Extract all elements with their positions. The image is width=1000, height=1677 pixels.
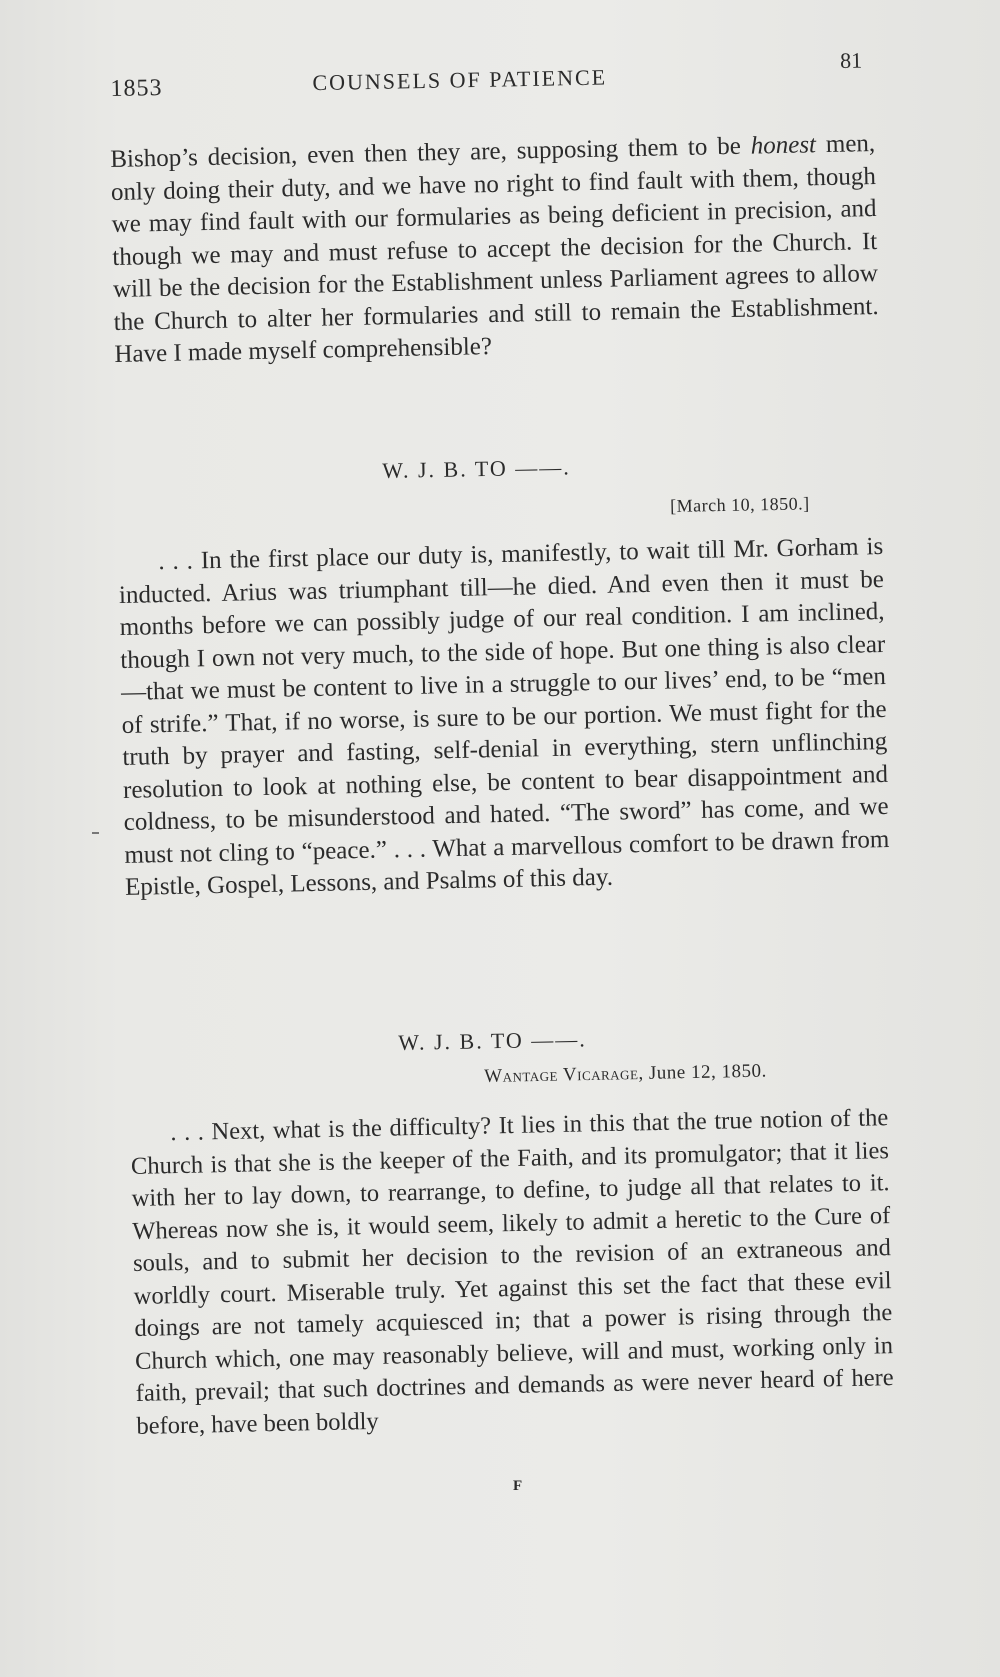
letter-heading-2: W. J. B. TO ——. xyxy=(398,1026,587,1055)
letter-body-1-text: . . . In the first place our duty is, manifestly, to wait till Mr. Gorham is inducted. Arius was triumphant till—he died. And even then it must be months before we can possibly judge of our real condition. I am inclined, though I own not very much, to the side of hope. But one thing is also clear—that we must be content to live in a struggle to our lives’ end, to be “men of strife.” That, if no worse, is sure to be our portion. We must fight for the truth by prayer and fasting, self-denial in everything, stern unflinching resolution to look at nothing else, be content to bear disappointment and coldness, to be misunderstood and hated. “The sword” has come, and we must not cling to “peace.” . . . What a marvellous comfort to be drawn from Epistle, Gospel, Lessons, and Psalms of this day. xyxy=(118,532,890,901)
letter-heading-1: W. J. B. TO ——. xyxy=(382,454,571,483)
signature-mark: F xyxy=(513,1478,523,1494)
running-head-year: 1853 xyxy=(110,74,163,102)
letter-body-1 xyxy=(118,531,890,904)
letter-place-2: Wantage Vicarage, xyxy=(484,1062,644,1087)
letter-date-1: [March 10, 1850.] xyxy=(670,493,810,516)
letter-body-2 xyxy=(130,1102,895,1443)
italic-word: honest xyxy=(750,131,817,160)
running-head-title: COUNSELS OF PATIENCE xyxy=(312,64,608,96)
margin-mark xyxy=(92,832,99,834)
continued-paragraph xyxy=(110,128,880,371)
letter-dateline-2 xyxy=(484,1061,767,1088)
letter-date-2: June 12, 1850. xyxy=(648,1060,767,1084)
paragraph-text-before: Bishop’s decision, even then they are, supposing them to be xyxy=(110,132,751,173)
page-number: 81 xyxy=(839,47,863,73)
running-head xyxy=(110,47,881,112)
letter-body-2-text: . . . Next, what is the difficulty? It lies in this that the true notion of the Church is that she is the keeper of the Faith, and its promulgator; that it lies with her to lay down, to rearrange, to define, to judge all that relates to it. Whereas now she is, it would seem, likely to admit a heretic to the Cure of souls, and to submit her decision to the revision of an extraneous and worldly court. Miserable truly. Yet against this set the fact that these evil doings are not tamely acquiesced in; that a power is rising through the Church which, one may reasonably believe, will and must, working only in faith, prevail; that such doctrines and demands as were never heard of here before, have been boldly xyxy=(130,1104,894,1440)
paragraph-text-after: men, only doing their duty, and we have no right to find fault with them, though we may find fault with our formularies as being deficient in precision, and though we may and must refuse to accept the decision for the Church. It will be the decision for the Establishment unless Parliament agrees to allow the Church to alter her formularies and still to remain the Establishment. Have I made myself comprehensible? xyxy=(110,129,879,368)
paragraph-text xyxy=(110,128,880,371)
